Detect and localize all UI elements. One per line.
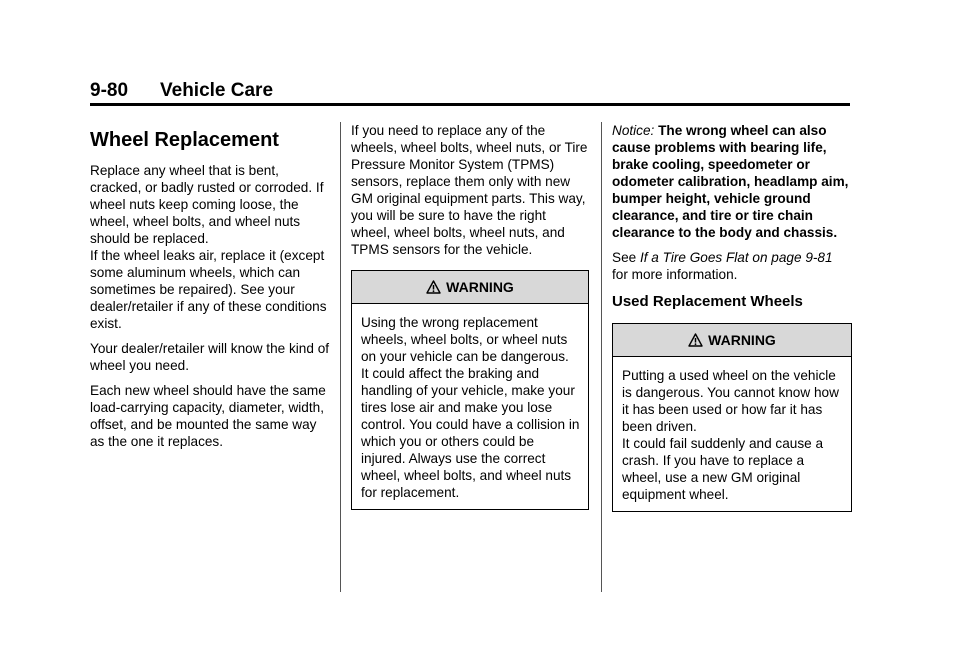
warning-triangle-icon [426,280,441,294]
warning-label: WARNING [446,278,514,295]
see-suffix: for more information. [612,267,738,282]
see-prefix: See [612,250,637,265]
column-3 [612,122,852,512]
warning-text: Using the wrong replacement wheels, wheel bolts, or wheel nuts on your vehicle can be dangerous. It could affect the braking and handling of your vehicle, make your tires lose air and make you lose control. You could have a collision in which you or others could be injured. Always use the correct wheel, wheel bolts, and wheel nuts for replacement. [361,315,580,500]
warning-triangle-icon [688,333,703,347]
warning-header-used [613,324,851,357]
paragraph-replace-parts: If you need to replace any of the wheels, wheel bolts, wheel nuts, or Tire Pressure Monitor System (TPMS) sensors, replace them only with new GM original equipment parts. This way, you will be sure to have the right wheel, wheel bolts, wheel nuts, and TPMS sensors for the vehicle. [351,123,588,257]
notice-text: The wrong wheel can also cause problems with bearing life, brake cooling, speedometer or odometer calibration, headlamp aim, bumper height, vehicle ground clearance, and tire or tire chain clearance to the body and chassis. [612,123,849,240]
warning-text-part1: Putting a used wheel on the vehicle is dangerous. You cannot know how it has been used or how far it has been driven. [622,368,839,434]
section-title: Vehicle Care [160,80,274,101]
page-header [90,80,850,106]
see-reference [612,249,852,283]
warning-header [352,271,588,304]
warning-label: WARNING [708,331,776,348]
column-2 [351,122,589,510]
paragraph-bent-wheel: Replace any wheel that is bent, cracked, or badly rusted or corroded. If wheel nuts keep coming loose, the wheel, wheel bolts, and wheel nuts should be replaced. [90,163,324,246]
section-heading: Wheel Replacement [90,129,279,151]
notice-paragraph [612,122,852,241]
paragraph-leaks-air: If the wheel leaks air, replace it (except some aluminum wheels, which can sometimes be repaired). See your dealer/retailer if any of these conditions exist. [90,248,327,331]
column-divider-1 [340,122,341,592]
paragraph-new-wheel: Each new wheel should have the same load-carrying capacity, diameter, width, offset, and be mounted the same way as the one it replaces. [90,383,326,449]
warning-text-part2: It could fail suddenly and cause a crash. If you have to replace a wheel, use a new GM original equipment wheel. [622,436,824,502]
subheading: Used Replacement Wheels [612,293,803,310]
notice-label: Notice: [612,123,655,138]
warning-box [351,270,589,510]
column-1 [90,122,330,458]
header-rule [90,103,850,106]
paragraph-dealer: Your dealer/retailer will know the kind of wheel you need. [90,341,330,373]
see-link[interactable]: If a Tire Goes Flat on page 9-81 [639,250,833,265]
page-number: 9-80 [90,80,129,101]
column-divider-2 [601,122,602,592]
warning-box-used [612,323,852,512]
warning-text-used [613,357,851,511]
